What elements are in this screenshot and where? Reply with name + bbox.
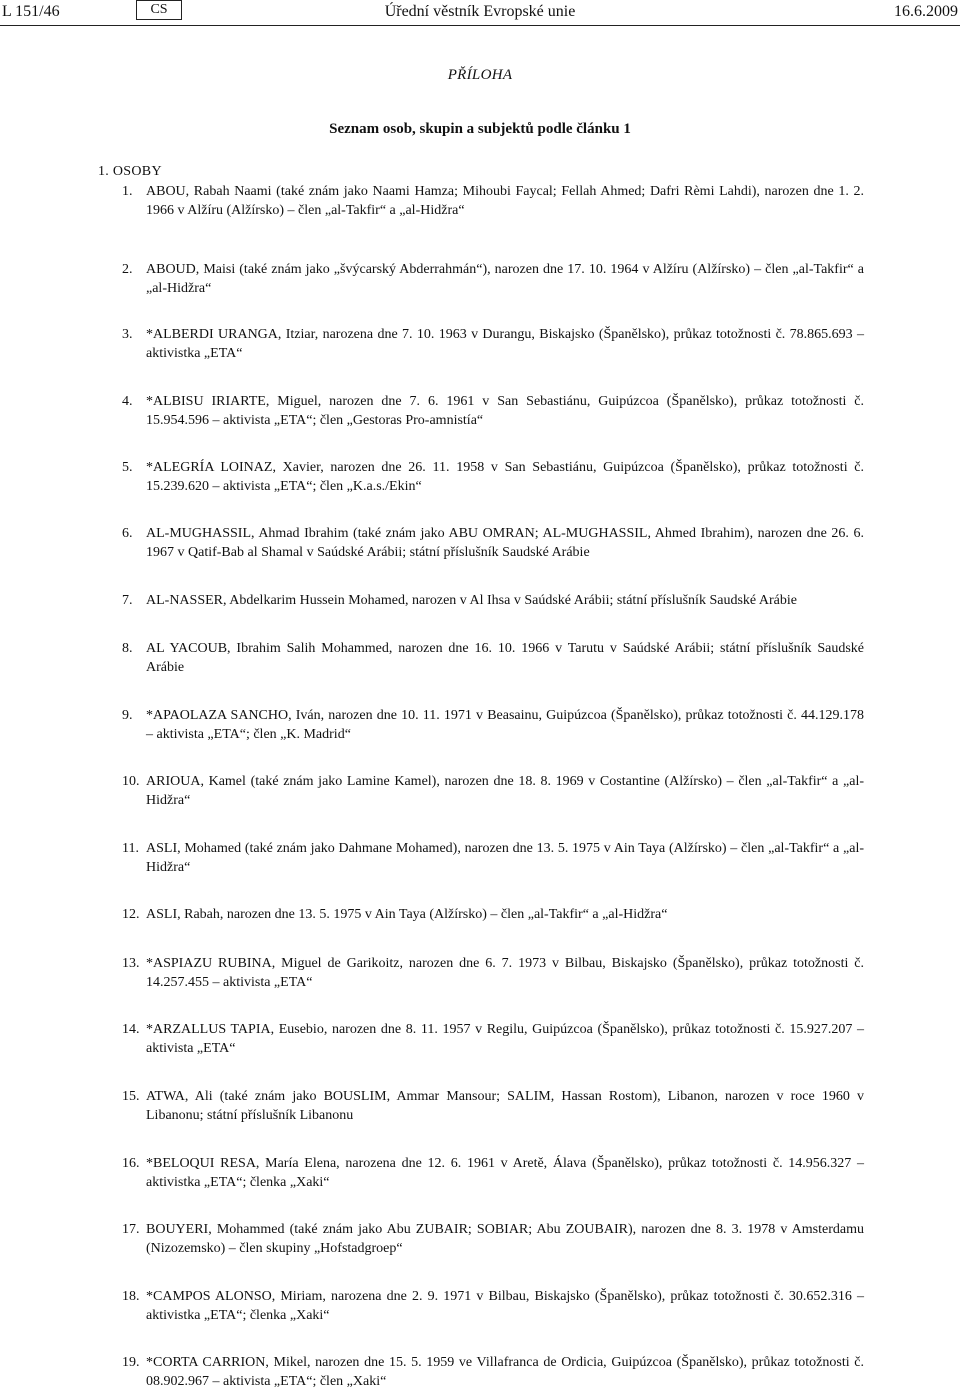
entry-text: *BELOQUI RESA, María Elena, narozena dne 12. 6. 1961 v Aretě, Álava (Španělsko), průkaz totožnosti č. 14.956.327 – aktivistka „ETA“; členka „Xaki“: [146, 1156, 864, 1190]
entry-number: 11.: [122, 841, 139, 856]
entry-text: ARIOUA, Kamel (také znám jako Lamine Kamel), narozen dne 18. 8. 1969 v Costantine (Alžírsko) – člen „al-Takfir“ a „al-Hidžra“: [146, 774, 864, 808]
list-item: [122, 591, 864, 610]
entry-text: *APAOLAZA SANCHO, Iván, narozen dne 10. 11. 1971 v Beasainu, Guipúzcoa (Španělsko), průkaz totožnosti č. 44.129.178 – aktivista „ETA“; člen „K. Madrid“: [146, 708, 864, 742]
list-item: [122, 1220, 864, 1258]
section-heading: 1. OSOBY: [98, 164, 162, 179]
entry-number: 1.: [122, 184, 133, 199]
page-header: [0, 0, 960, 24]
entry-text: *CAMPOS ALONSO, Miriam, narozena dne 2. 9. 1971 v Bilbau, Biskajsko (Španělsko), průkaz totožnosti č. 30.652.316 – aktivistka „ETA“; členka „Xaki“: [146, 1289, 864, 1323]
entry-number: 7.: [122, 593, 133, 608]
list-item: [122, 1353, 864, 1391]
header-divider: [0, 25, 960, 26]
entry-number: 2.: [122, 262, 133, 277]
entry-text: *ASPIAZU RUBINA, Miguel de Garikoitz, narozen dne 6. 7. 1973 v Bilbau, Biskajsko (Španělsko), průkaz totožnosti č. 14.257.455 – aktivista „ETA“: [146, 956, 864, 990]
entry-text: *ARZALLUS TAPIA, Eusebio, narozen dne 8. 11. 1957 v Regilu, Guipúzcoa (Španělsko), průkaz totožnosti č. 15.927.207 – aktivista „ETA“: [146, 1022, 864, 1056]
entry-number: 10.: [122, 774, 140, 789]
entry-text: AL-NASSER, Abdelkarim Hussein Mohamed, narozen v Al Ihsa v Saúdské Arábii; státní příslušník Saudské Arábie: [146, 593, 797, 608]
list-item: [122, 772, 864, 810]
page-reference: L 151/46: [2, 3, 60, 20]
entry-text: ASLI, Rabah, narozen dne 13. 5. 1975 v Ain Taya (Alžírsko) – člen „al-Takfir“ a „al-Hidžra“: [146, 907, 668, 922]
entry-number: 3.: [122, 327, 133, 342]
entry-number: 18.: [122, 1289, 140, 1304]
entry-number: 9.: [122, 708, 133, 723]
list-item: [122, 954, 864, 992]
entry-text: AL-MUGHASSIL, Ahmad Ibrahim (také znám jako ABU OMRAN; AL-MUGHASSIL, Ahmed Ibrahim), narozen dne 26. 6. 1967 v Qatif-Bab al Shamal v Saúdské Arábii; státní příslušník Saudské Arábie: [146, 526, 864, 560]
entry-text: *ALBERDI URANGA, Itziar, narozena dne 7. 10. 1963 v Durangu, Biskajsko (Španělsko), průkaz totožnosti č. 78.865.693 – aktivistka „ETA“: [146, 327, 864, 361]
list-item: [122, 706, 864, 744]
entry-number: 17.: [122, 1222, 140, 1237]
entry-number: 6.: [122, 526, 133, 541]
list-item: [122, 392, 864, 430]
entry-number: 8.: [122, 641, 133, 656]
list-item: [122, 639, 864, 677]
entry-number: 14.: [122, 1022, 140, 1037]
entry-number: 12.: [122, 907, 140, 922]
entry-text: ATWA, Ali (také znám jako BOUSLIM, Ammar Mansour; SALIM, Hassan Rostom), Libanon, narozen v roce 1960 v Libanonu; státní příslušník Libanonu: [146, 1089, 864, 1123]
list-item: [122, 182, 864, 220]
entry-number: 16.: [122, 1156, 140, 1171]
journal-title: Úřední věstník Evropské unie: [384, 3, 576, 20]
list-item: [122, 1154, 864, 1192]
list-item: [122, 325, 864, 363]
list-item: [122, 1020, 864, 1058]
publication-date: 16.6.2009: [894, 3, 958, 20]
list-item: [122, 839, 864, 877]
entry-text: ABOUD, Maisi (také znám jako „švýcarský Abderrahmán“), narozen dne 17. 10. 1964 v Alžíru (Alžírsko) – člen „al-Takfir“ a „al-Hidžra“: [146, 262, 864, 296]
entry-number: 4.: [122, 394, 133, 409]
list-item: [122, 458, 864, 496]
list-title: Seznam osob, skupin a subjektů podle článku 1: [329, 121, 631, 137]
entry-number: 15.: [122, 1089, 140, 1104]
entry-number: 5.: [122, 460, 133, 475]
list-item: [122, 1287, 864, 1325]
entry-text: AL YACOUB, Ibrahim Salih Mohammed, narozen dne 16. 10. 1966 v Tarutu v Saúdské Arábii; státní příslušník Saudské Arábie: [146, 641, 864, 675]
entry-text: BOUYERI, Mohammed (také znám jako Abu ZUBAIR; SOBIAR; Abu ZOUBAIR), narozen dne 8. 3. 1978 v Amsterdamu (Nizozemsko) – člen skupiny „Hofstadgroep“: [146, 1222, 864, 1256]
list-item: [122, 524, 864, 562]
entry-text: *CORTA CARRION, Mikel, narozen dne 15. 5. 1959 ve Villafranca de Ordicia, Guipúzcoa (Španělsko), průkaz totožnosti č. 08.902.967 – aktivista „ETA“; člen „Xaki“: [146, 1355, 864, 1389]
entry-number: 19.: [122, 1355, 140, 1370]
entry-text: *ALBISU IRIARTE, Miguel, narozen dne 7. 6. 1961 v San Sebastiánu, Guipúzcoa (Španělsko), průkaz totožnosti č. 15.954.596 – aktivista „ETA“; člen „Gestoras Pro-amnistía“: [146, 394, 864, 428]
annex-title: PŘÍLOHA: [447, 67, 513, 83]
entry-text: ABOU, Rabah Naami (také znám jako Naami Hamza; Mihoubi Faycal; Fellah Ahmed; Dafri Rèmi Lahdi), narozen dne 1. 2. 1966 v Alžíru (Alžírsko) – člen „al-Takfir“ a „al-Hidžra“: [146, 184, 864, 218]
entry-number: 13.: [122, 956, 140, 971]
entry-text: *ALEGRÍA LOINAZ, Xavier, narozen dne 26. 11. 1958 v San Sebastiánu, Guipúzcoa (Španělsko), průkaz totožnosti č. 15.239.620 – aktivista „ETA“; člen „K.a.s./Ekin“: [146, 460, 864, 494]
entry-text: ASLI, Mohamed (také znám jako Dahmane Mohamed), narozen dne 13. 5. 1975 v Ain Taya (Alžírsko) – člen „al-Takfir“ a „al-Hidžra“: [146, 841, 864, 875]
language-badge: CS: [136, 0, 182, 20]
list-item: [122, 260, 864, 298]
list-item: [122, 1087, 864, 1125]
list-item: [122, 905, 864, 924]
